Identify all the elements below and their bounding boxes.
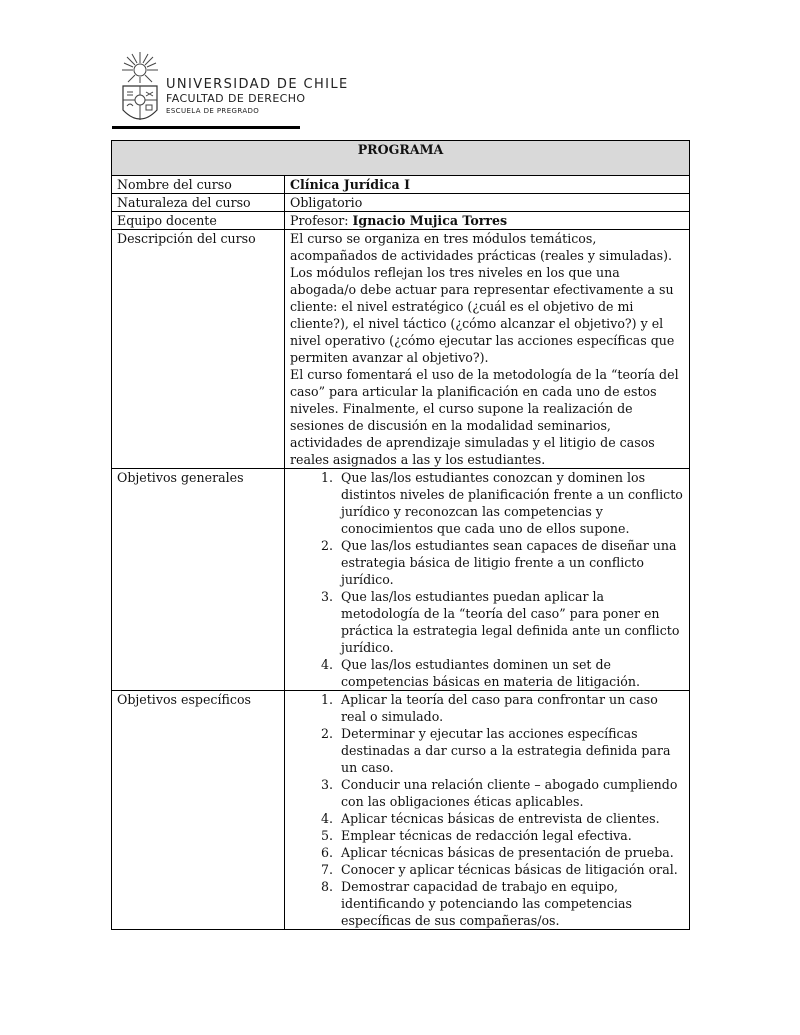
specific-objectives-list	[290, 691, 684, 929]
school-name: ESCUELA DE PREGRADO	[166, 106, 260, 115]
description-label: Descripción del curso	[112, 230, 285, 469]
table-row	[112, 176, 690, 194]
list-item: 2. Determinar y ejecutar las acciones específicas destinadas a dar curso a la estrategia definida para un caso.	[337, 725, 684, 776]
program-table	[111, 140, 690, 930]
team-label: Equipo docente	[112, 212, 285, 230]
specific-objectives-label: Objetivos específicos	[112, 691, 285, 930]
list-item: 4. Que las/los estudiantes dominen un set de competencias básicas en materia de litigación.	[337, 656, 684, 690]
general-objectives-label: Objetivos generales	[112, 469, 285, 691]
list-item: 8. Demostrar capacidad de trabajo en equipo, identificando y potenciando las competencias específicas de sus compañeras/os.	[337, 878, 684, 929]
list-item: 3. Que las/los estudiantes puedan aplicar la metodología de la “teoría del caso” para poner en práctica la estrategia legal definida ante un conflicto jurídico.	[337, 588, 684, 656]
description-paragraph: El curso fomentará el uso de la metodología de la “teoría del caso” para articular la planificación en cada uno de estos niveles. Finalmente, el curso supone la realización de sesiones de discusión en la modalidad seminarios, actividades de aprendizaje simuladas y el litigio de casos reales asignados a las y los estudiantes.	[290, 367, 679, 467]
list-item: 7. Conocer y aplicar técnicas básicas de litigación oral.	[337, 861, 684, 878]
team-value: Ignacio Mujica Torres	[352, 213, 508, 228]
table-row	[112, 469, 690, 691]
table-title-row	[112, 141, 690, 176]
general-objectives-list	[290, 469, 684, 690]
table-title: PROGRAMA	[112, 141, 690, 176]
list-item: 1. Aplicar la teoría del caso para confrontar un caso real o simulado.	[337, 691, 684, 725]
list-item: 6. Aplicar técnicas básicas de presentación de prueba.	[337, 844, 684, 861]
description-paragraph: El curso se organiza en tres módulos temáticos, acompañados de actividades prácticas (reales y simuladas). Los módulos reflejan los tres niveles en los que una abogada/o debe actuar para representar efectivamente a su cliente: el nivel estratégico (¿cuál es el objetivo de mi cliente?), el nivel táctico (¿cómo alcanzar el objetivo?) y el nivel operativo (¿cómo ejecutar las acciones específicas que permiten avanzar al objetivo?).	[290, 231, 675, 365]
team-prefix: Profesor:	[290, 213, 349, 228]
faculty-name: FACULTAD DE DERECHO	[166, 91, 306, 105]
table-row	[112, 194, 690, 212]
course-name-value: Clínica Jurídica I	[290, 177, 410, 192]
list-item: 5. Emplear técnicas de redacción legal efectiva.	[337, 827, 684, 844]
course-name-label: Nombre del curso	[112, 176, 285, 194]
university-name: UNIVERSIDAD DE CHILE	[166, 77, 349, 92]
list-item: 1. Que las/los estudiantes conozcan y dominen los distintos niveles de planificación frente a un conflicto jurídico y reconozcan las competencias y conocimientos que cada uno de ellos supone.	[337, 469, 684, 537]
table-row	[112, 212, 690, 230]
list-item: 2. Que las/los estudiantes sean capaces de diseñar una estrategia básica de litigio frente a un conflicto jurídico.	[337, 537, 684, 588]
university-seal-icon	[117, 50, 163, 128]
nature-value: Obligatorio	[285, 194, 690, 212]
list-item: 3. Conducir una relación cliente – abogado cumpliendo con las obligaciones éticas aplicables.	[337, 776, 684, 810]
nature-label: Naturaleza del curso	[112, 194, 285, 212]
university-header	[112, 50, 372, 130]
table-row	[112, 691, 690, 930]
table-row	[112, 230, 690, 469]
list-item: 4. Aplicar técnicas básicas de entrevista de clientes.	[337, 810, 684, 827]
header-rule	[112, 126, 300, 129]
